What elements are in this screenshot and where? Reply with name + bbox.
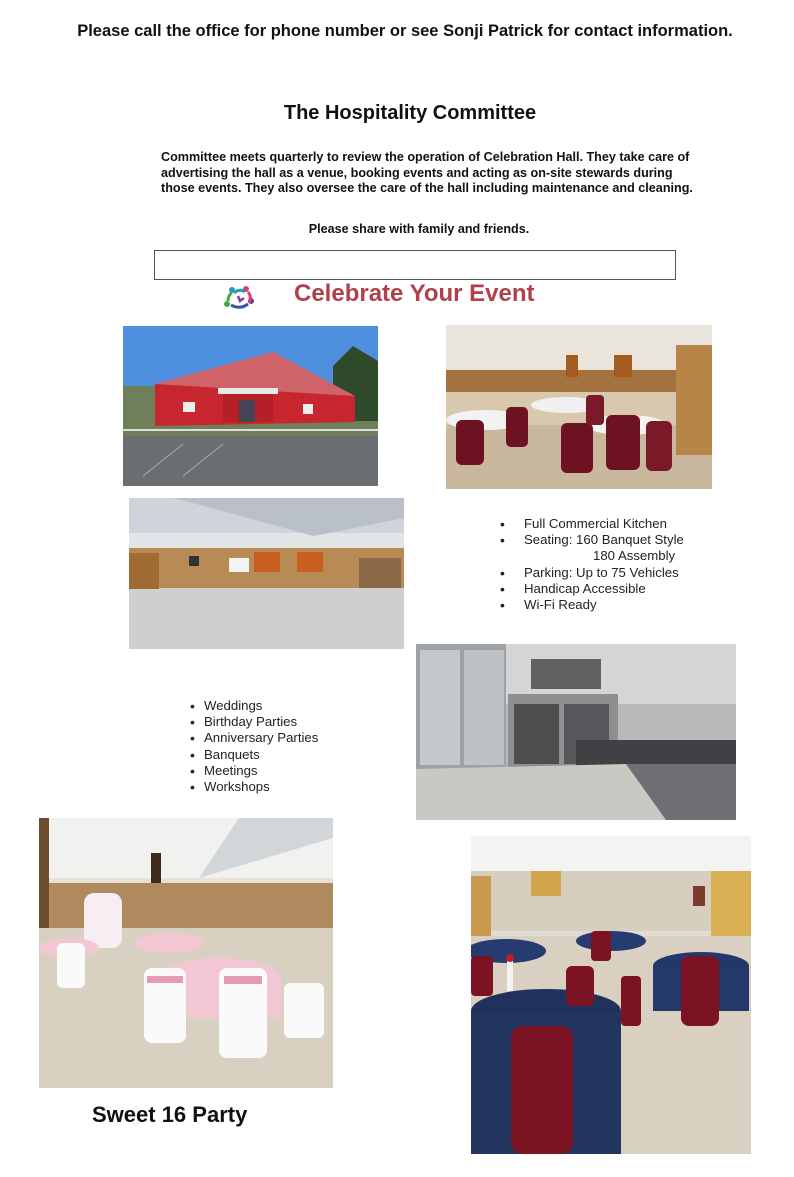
events-list	[188, 698, 388, 795]
banquet-dining-photo	[446, 325, 712, 489]
event-item: • Workshops	[188, 779, 388, 795]
feature-item: • Seating: 160 Banquet Style	[498, 532, 738, 548]
feature-item: • Parking: Up to 75 Vehicles	[498, 565, 738, 581]
features-list	[498, 516, 738, 613]
empty-hall-photo	[129, 498, 404, 649]
feature-item: • Full Commercial Kitchen	[498, 516, 738, 532]
feature-item: • Handicap Accessible	[498, 581, 738, 597]
sweet16-party-photo	[39, 818, 333, 1088]
blank-text-box	[154, 250, 676, 280]
committee-description: Committee meets quarterly to review the operation of Celebration Hall. They take care of advertising the hall as a venue, booking events and acting as on-site stewards during those events. They also oversee the care of the hall including maintenance and cleaning.	[161, 150, 693, 195]
hall-exterior-photo	[123, 326, 378, 486]
committee-title: The Hospitality Committee	[283, 102, 537, 124]
sweet16-caption: Sweet 16 Party	[92, 1102, 248, 1127]
event-item: • Birthday Parties	[188, 714, 388, 730]
event-item: • Meetings	[188, 763, 388, 779]
feature-item: • Wi-Fi Ready	[498, 597, 738, 613]
commercial-kitchen-photo	[416, 644, 736, 820]
feature-item: 180 Assembly	[593, 548, 676, 564]
share-note: Please share with family and friends.	[308, 222, 530, 236]
contact-note: Please call the office for phone number or see Sonji Patrick for contact information.	[77, 22, 733, 40]
event-item: • Banquets	[188, 747, 388, 763]
event-item: • Anniversary Parties	[188, 730, 388, 746]
blue-table-setup-photo	[471, 836, 751, 1154]
people-circle-logo-icon	[220, 282, 258, 314]
event-item: • Weddings	[188, 698, 388, 714]
celebrate-headline: Celebrate Your Event	[294, 280, 535, 307]
